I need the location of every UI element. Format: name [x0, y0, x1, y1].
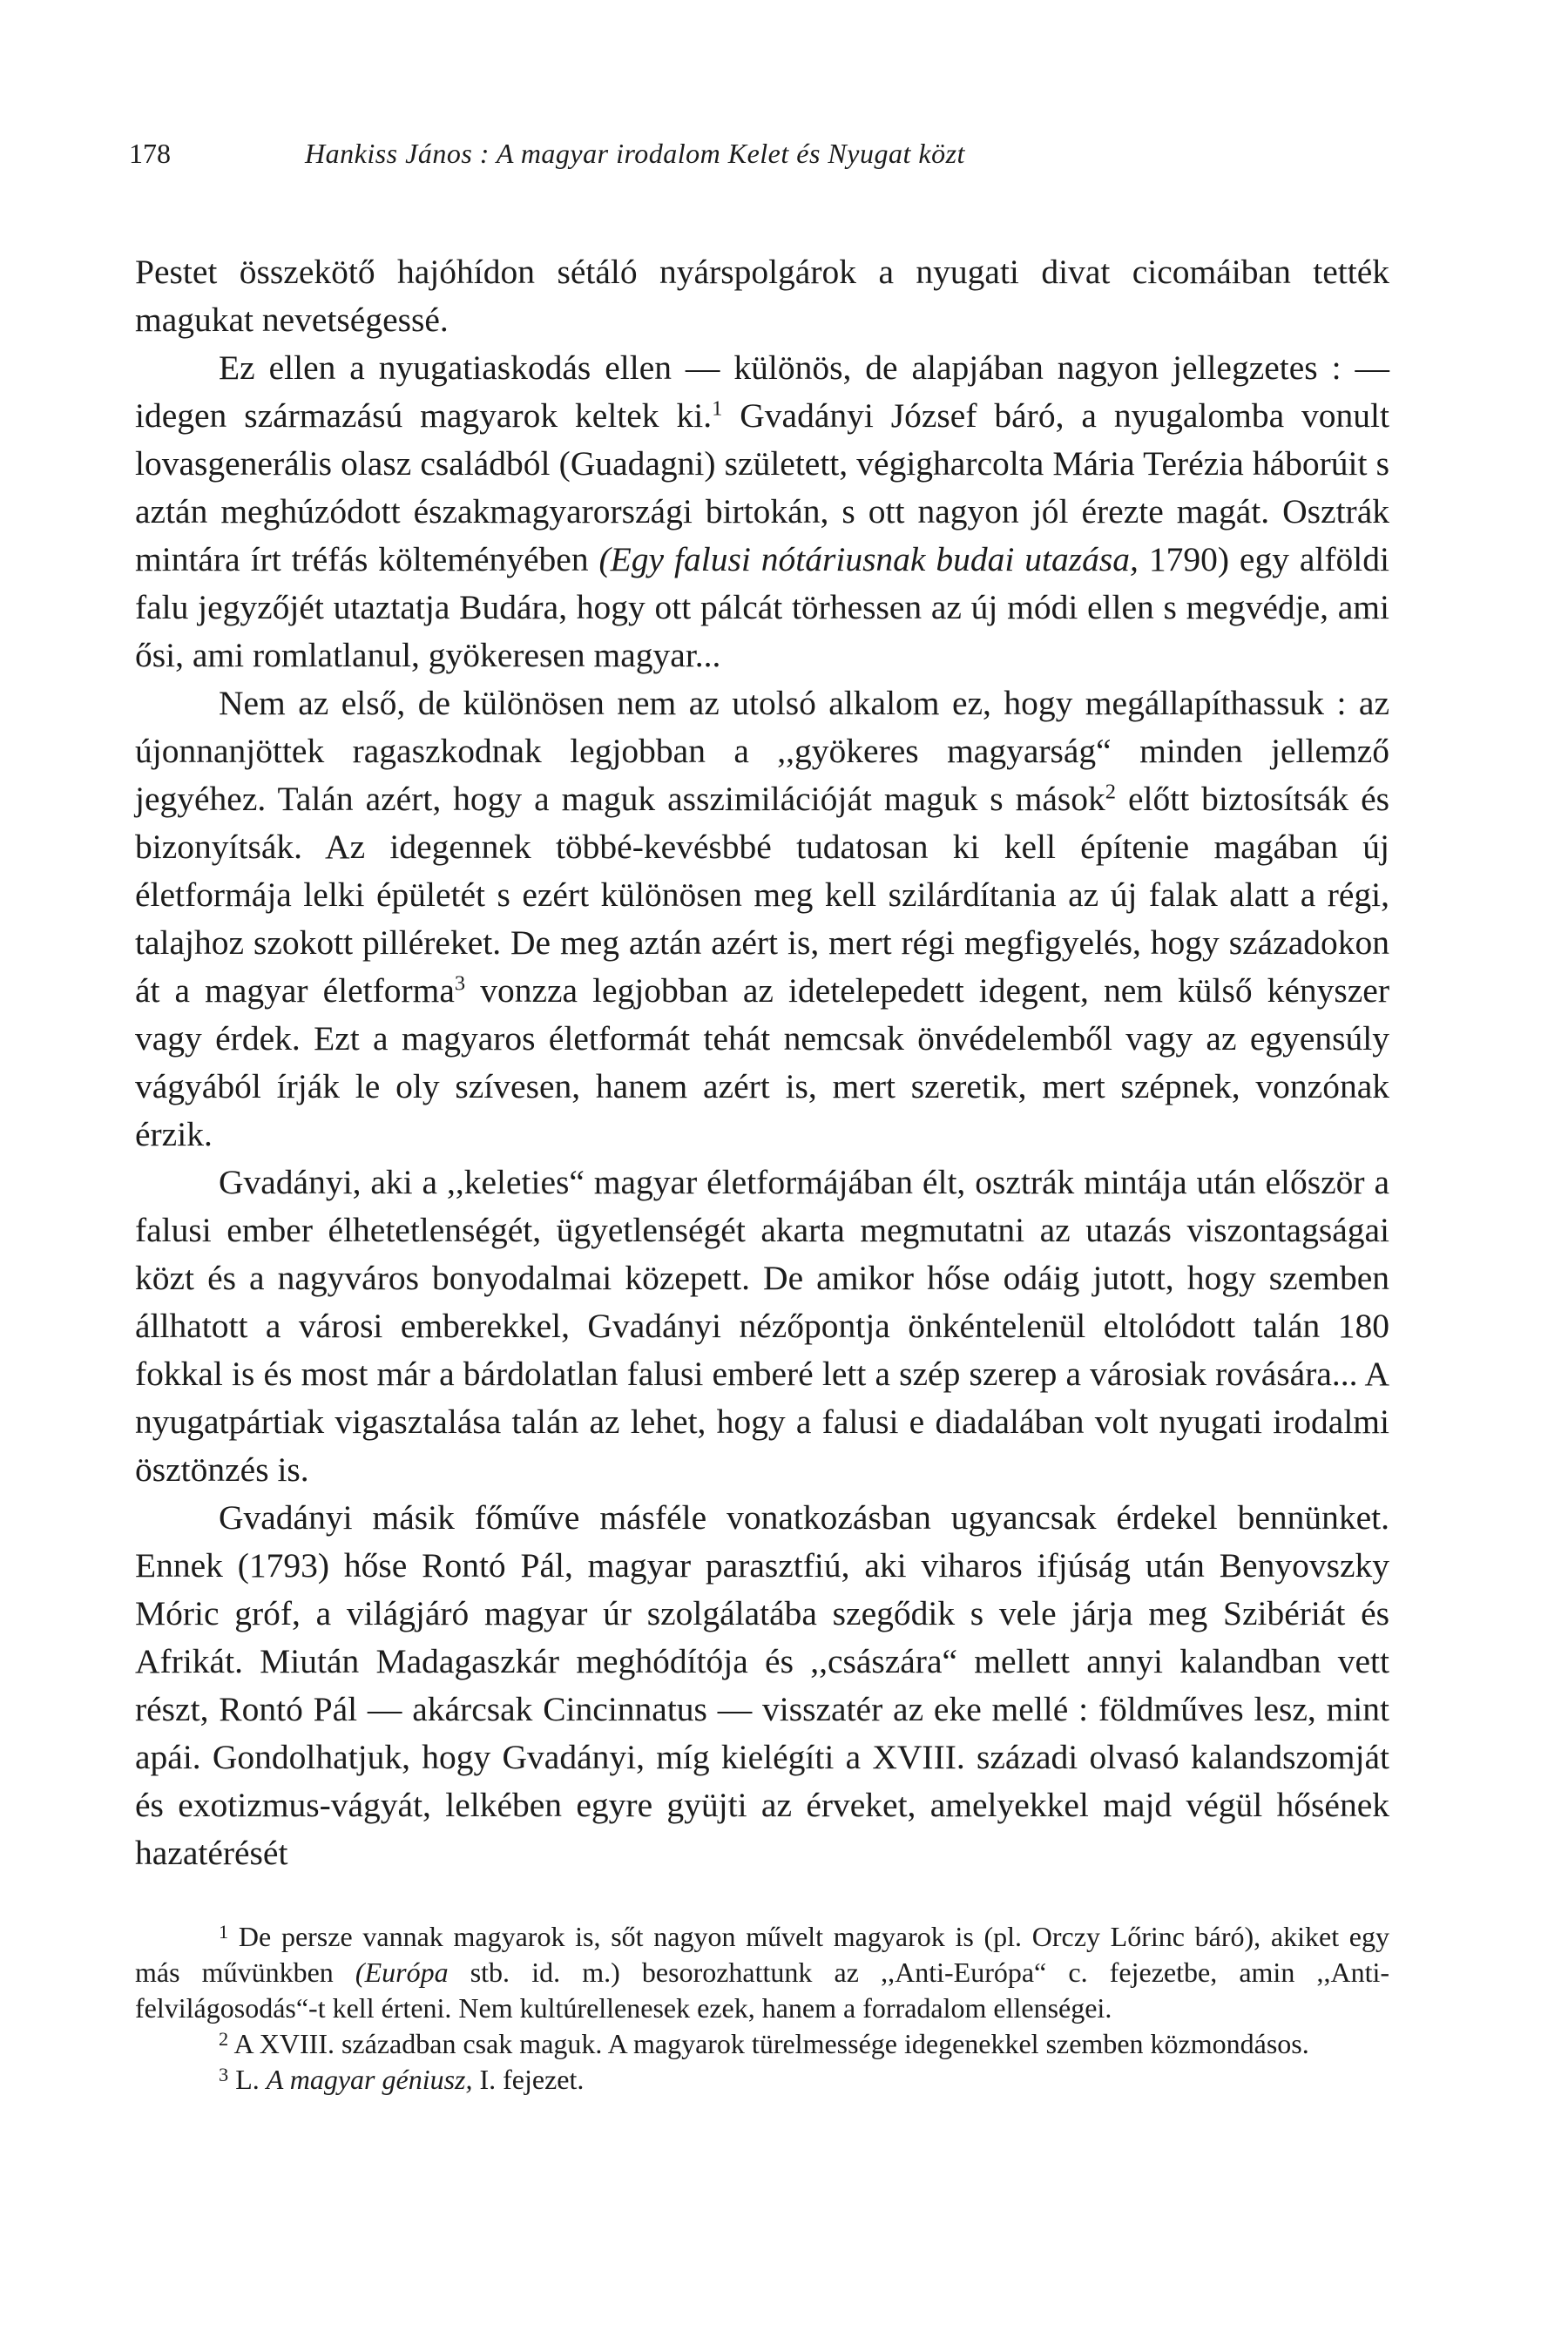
- paragraph-1: Pestet összekötő hajóhídon sétáló nyárspolgárok a nyugati divat cicomáiban tették magukat nevetségessé.: [135, 253, 1389, 339]
- work-title-italic: (Egy falusi nótáriusnak budai utazása,: [598, 540, 1139, 578]
- footnote-mark: 3: [219, 2064, 229, 2086]
- page-number: 178: [129, 138, 171, 169]
- paragraph-4: Gvadányi, aki a ,,keleties“ magyar életformájában élt, osztrák mintája után először a falusi ember élhetetlenségét, ügyetlenségét akarta megmutatni az utazás viszontagságai közt és a nagyváros bonyodalmai közepett. De amikor hőse odáig jutott, hogy szemben állhatott a városi emberekkel, Gvadányi nézőpontja önkéntelenül eltolódott talán 180 fokkal is és most már a bárdolatlan falusi emberé lett a szép szerep a városiak rovására... A nyugatpártiak vigasztalása talán az lehet, hogy a falusi e diadalában volt nyugati irodalmi ösztönzés is.: [135, 1163, 1389, 1489]
- footnote-1: $^1$ De persze vannak magyarok is, sőt nagyon művelt magyarok is (pl. Orczy Lőrinc báró), akiket egy más művünkben (Európa stb. id. m.) besorozhattunk az ,,Anti-Európa“ c. fejezetbe, amin ,,Anti-felvilágosodás“-t kell érteni. Nem kultúrellenesek ezek, hanem a forradalom ellenségei.: [135, 1921, 1390, 2024]
- paragraph-2: Ez ellen a nyugatiaskodás ellen — különös, de alapjában nagyon jellegzetes : — idegen származású magyarok keltek ki.$^1$ Gvadányi József báró, a nyugalomba vonult lovasgenerális olasz családból (Guadagni) született, végigharcolta Mária Terézia háborúit s aztán meghúzódott északmagyarországi birtokán, s ott nagyon jól érezte magát. Osztrák mintára írt tréfás költeményében (Egy falusi nótáriusnak budai utazása, 1790) egy alföldi falu jegyzőjét utaztatja Budára, hogy ott pálcát törhessen az új módi ellen s megvédje, ami ősi, ami romlatlanul, gyökeresen magyar...: [135, 348, 1390, 674]
- footnotes: [135, 1919, 1389, 2098]
- running-head: Hankiss János : A magyar irodalom Kelet és Nyugat közt: [305, 138, 965, 169]
- paragraph-3: Nem az első, de különösen nem az utolsó alkalom ez, hogy megállapíthassuk : az újonnanjöttek ragaszkodnak legjobban a ,,gyökeres magyarság“ minden jellemző jegyéhez. Talán azért, hogy a maguk asszimilációját maguk s mások$^2$ előtt biztosítsák és bizonyítsák. Az idegennek többé-kevésbbé tudatosan ki kell építenie magában új életformája lelki épületét s ezért különösen meg kell szilárdítania az új falak alatt a régi, talajhoz szokott pilléreket. De meg aztán azért is, mert régi megfigyelés, hogy századokon át a magyar életforma$^3$ vonzza legjobban az idetelepedett idegent, nem külső kényszer vagy érdek. Ezt a magyaros életformát tehát nemcsak önvédelemből vagy az egyensúly vágyából írják le oly szívesen, hanem azért is, mert szeretik, mert szépnek, vonzónak érzik.: [135, 684, 1389, 1153]
- footnote-ref-2: 2: [1105, 780, 1117, 804]
- footnote-ref-3: 3: [454, 971, 466, 996]
- footnote-ref-1: 1: [712, 396, 723, 421]
- body-text: [135, 248, 1389, 1877]
- footnote-mark: 1: [219, 1921, 229, 1943]
- footnote-3: $^3$ L. A magyar géniusz, I. fejezet.: [219, 2064, 585, 2095]
- paragraph-5: Gvadányi másik főműve másféle vonatkozásban ugyancsak érdekel bennünket. Ennek (1793) hőse Rontó Pál, magyar parasztfiú, aki viharos ifjúság után Benyovszky Móric gróf, a világjáró magyar úr szolgálatába szegődik s vele járja meg Szibériát és Afrikát. Miután Madagaszkár meghódítója és ,,császára“ mellett annyi kalandban vett részt, Rontó Pál — akárcsak Cincinnatus — visszatér az eke mellé : földműves lesz, mint apái. Gondolhatjuk, hogy Gvadányi, míg kielégíti a XVIII. századi olvasó kalandszomját és exotizmus-vágyát, lelkében egyre gyüjti az érveket, amelyekkel majd végül hősének hazatérését: [135, 1498, 1389, 1872]
- page-header: [129, 138, 1436, 176]
- footnote-mark: 2: [219, 2028, 229, 2051]
- footnote-2: $^2$ A XVIII. században csak maguk. A magyarok türelmessége idegenekkel szemben közmondásos.: [219, 2028, 1309, 2059]
